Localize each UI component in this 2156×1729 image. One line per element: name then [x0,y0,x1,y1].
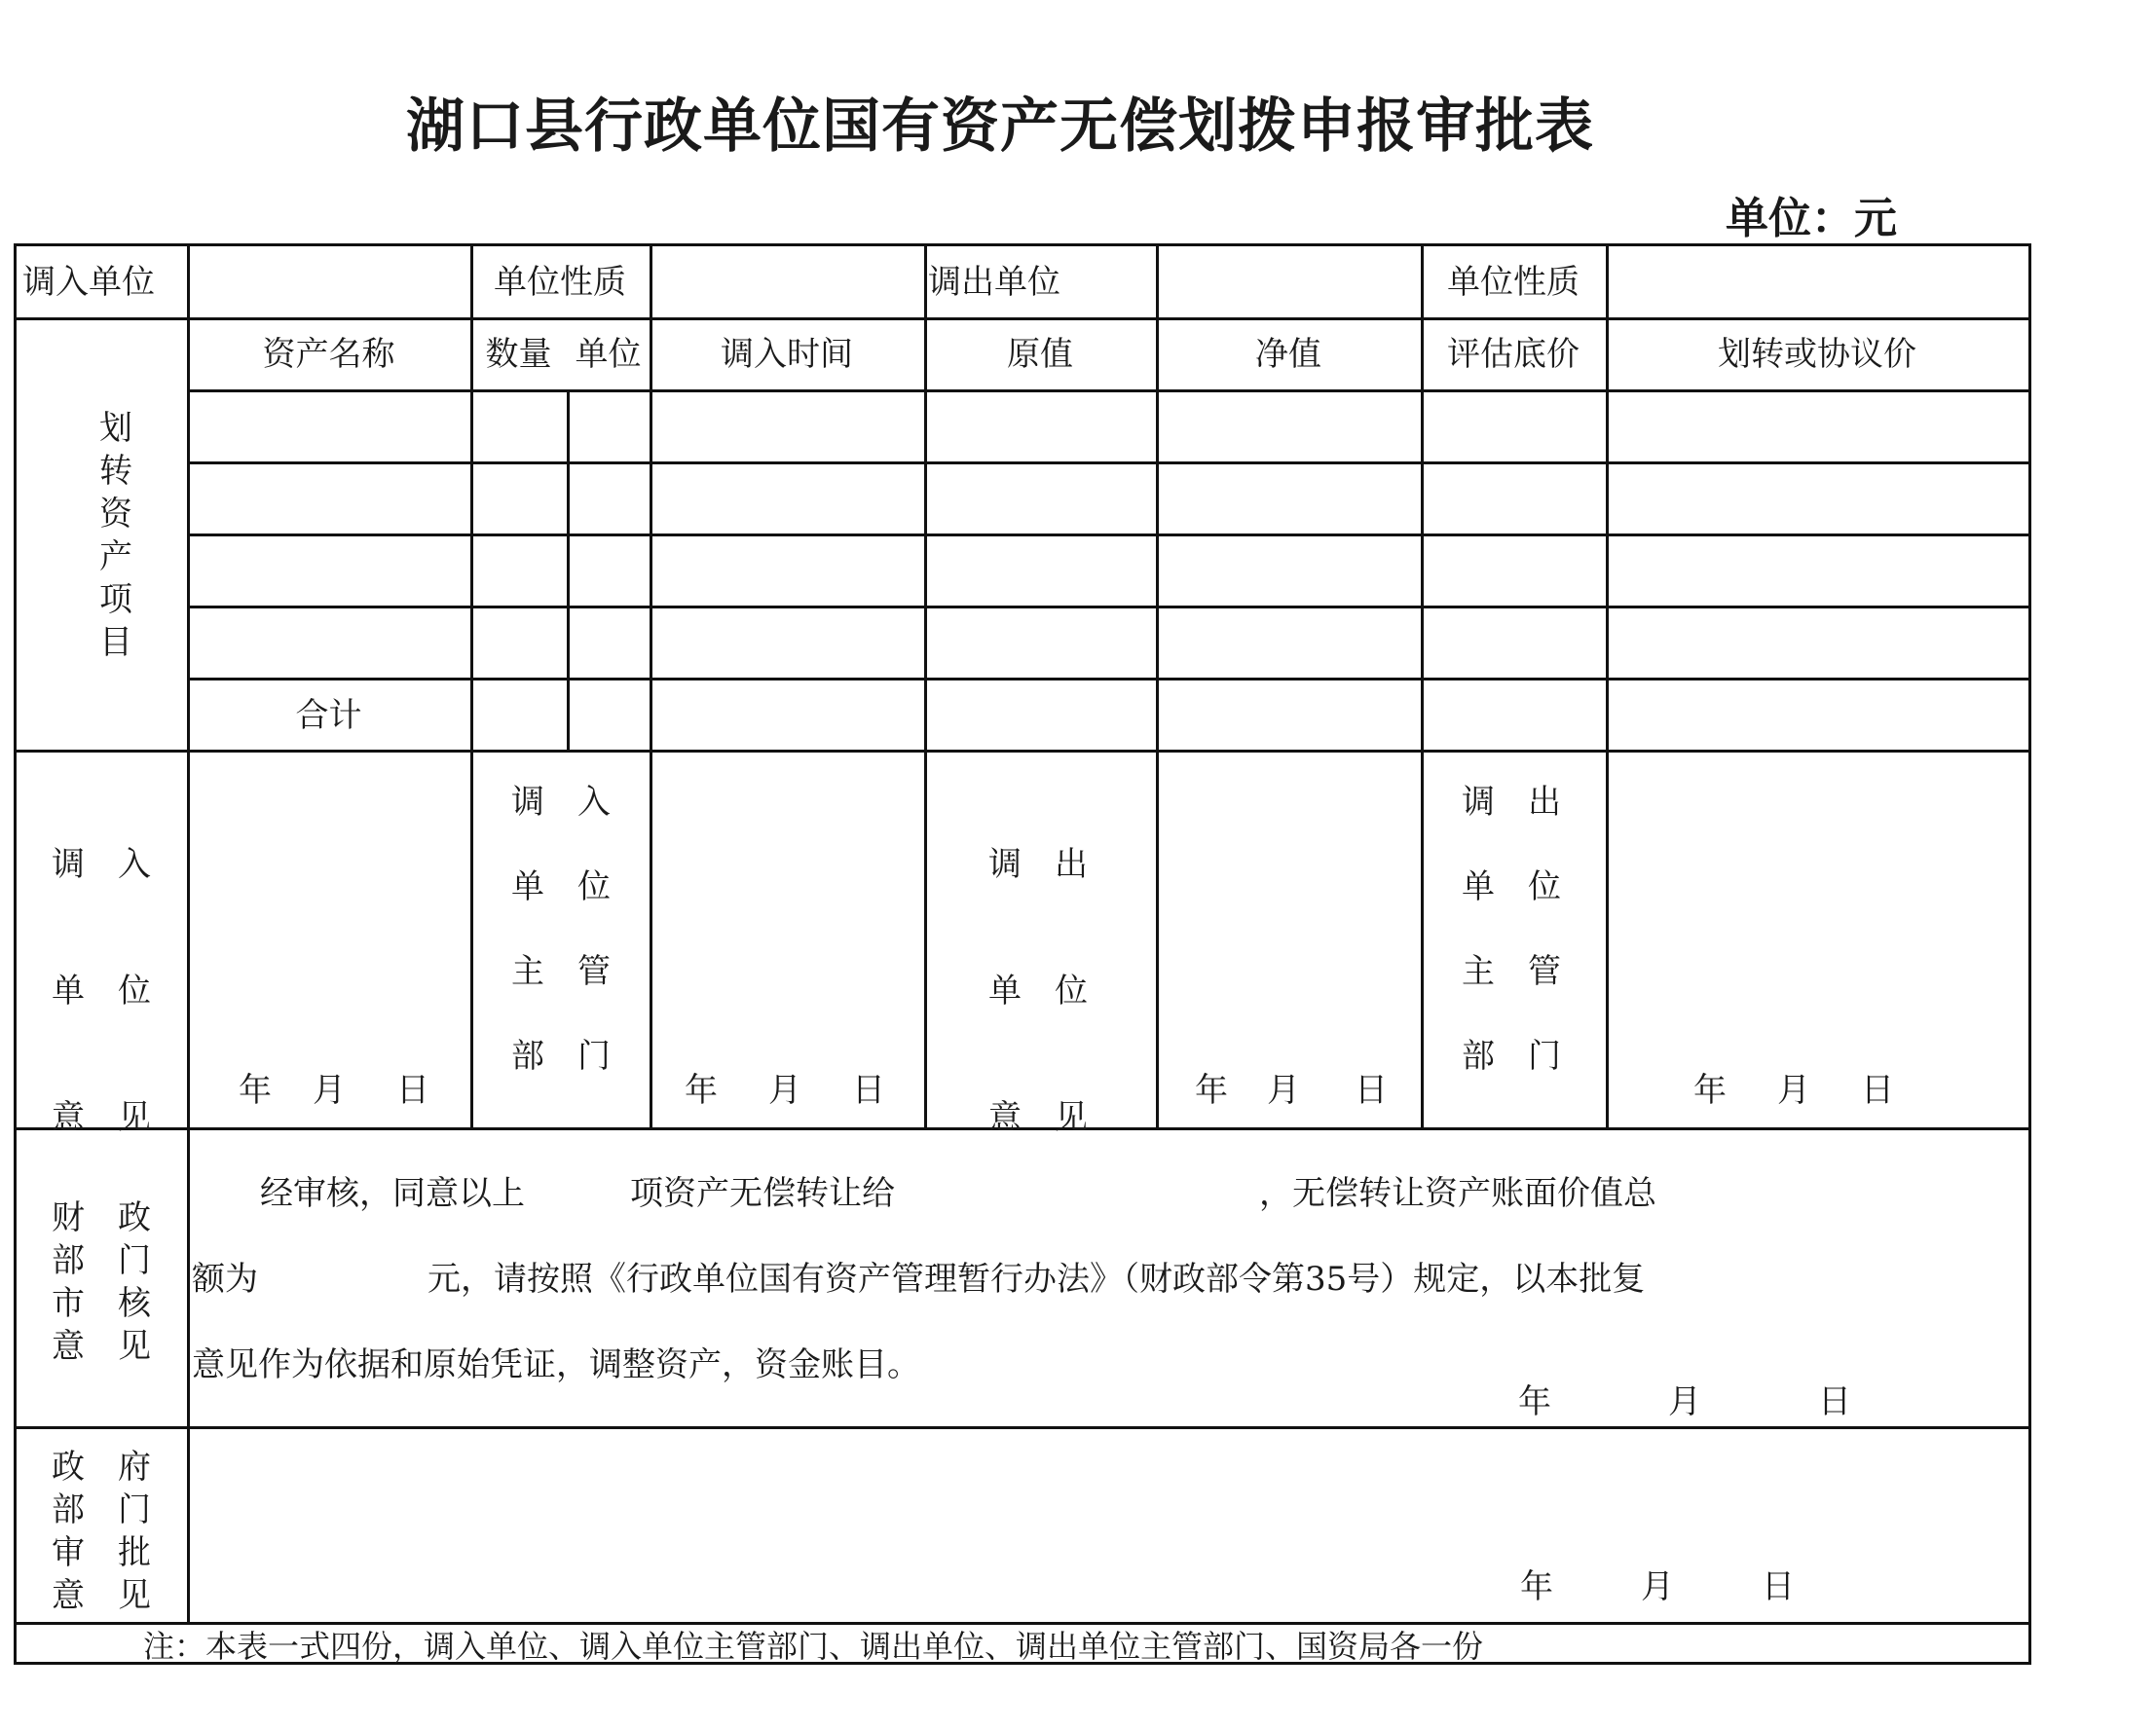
footnote: 注：本表一式四份，调入单位、调入单位主管部门、调出单位、调出单位主管部门、国资局各一份 [143,1628,1484,1665]
approval-form [14,243,2031,1665]
gov-date: 年 月 日 [1520,1567,1795,1606]
in-dept-opinion-label: 调 入 单 位 主 管 部 门 [511,783,611,1076]
out-unit-label: 调出单位 [928,263,1060,302]
row-divider [187,461,2028,464]
total-label: 合计 [295,696,362,735]
col-original-value: 原值 [1007,335,1073,374]
col-appraisal-price: 评估底价 [1447,335,1580,374]
finance-text-1a: 经审核，同意以上 [260,1174,525,1213]
col-unit: 单位 [575,335,642,374]
out-unit-opinion-label: 调 出 单 位 意 见 [988,845,1088,1137]
out-unit-date: 年 月 日 [1195,1071,1388,1110]
form-title: 湖口县行政单位国有资产无偿划拨申报审批表 [406,92,1594,161]
finance-text-1b: 项资产无偿转让给 [630,1174,895,1213]
in-unit-date: 年 月 日 [239,1071,429,1110]
in-unit-label: 调入单位 [22,263,155,302]
in-unit-opinion-label: 调 入 单 位 意 见 [52,845,151,1137]
gov-approval-label: 政 府 部 门 审 批 意 见 [52,1448,151,1615]
finance-review-label: 财 政 部 门 市 核 意 见 [52,1198,151,1366]
col-quantity: 数量 [485,335,552,374]
col-agreed-price: 划转或协议价 [1718,335,1916,374]
out-dept-date: 年 月 日 [1693,1071,1894,1110]
col-asset-name: 资产名称 [262,335,395,374]
out-dept-opinion-label: 调 出 单 位 主 管 部 门 [1462,783,1561,1076]
in-unit-nature-label: 单位性质 [494,263,626,302]
finance-text-2a: 额为 [192,1260,258,1299]
in-dept-date: 年 月 日 [685,1071,885,1110]
col-net-value: 净值 [1255,335,1321,374]
row-divider [187,606,2028,608]
col-transfer-time: 调入时间 [721,335,853,374]
col-divider [650,246,652,1127]
finance-text-3: 意见作为依据和原始凭证，调整资产，资金账目。 [192,1345,920,1384]
row-divider [187,678,2028,681]
col-divider [1606,246,1609,1127]
finance-date: 年 月 日 [1518,1382,1851,1421]
col-divider [924,246,927,1127]
asset-items-label: 划 转 资 产 项 目 [99,409,132,662]
row-divider [17,750,2028,753]
finance-text-1c: ，无偿转让资产账面价值总 [1259,1174,1656,1213]
col-divider [470,246,473,1127]
row-divider [17,1622,2028,1625]
out-unit-nature-label: 单位性质 [1447,263,1580,302]
col-divider [187,246,190,1622]
col-divider [567,389,570,750]
row-divider [17,317,2028,320]
col-divider [1156,246,1159,1127]
row-divider [17,1426,2028,1429]
currency-unit: 单位：元 [1726,194,1897,243]
row-divider [187,389,2028,392]
row-divider [187,533,2028,536]
finance-text-2b: 元，请按照《行政单位国有资产管理暂行办法》（财政部令第35号）规定，以本批复 [427,1260,1646,1299]
col-divider [1421,246,1424,1127]
